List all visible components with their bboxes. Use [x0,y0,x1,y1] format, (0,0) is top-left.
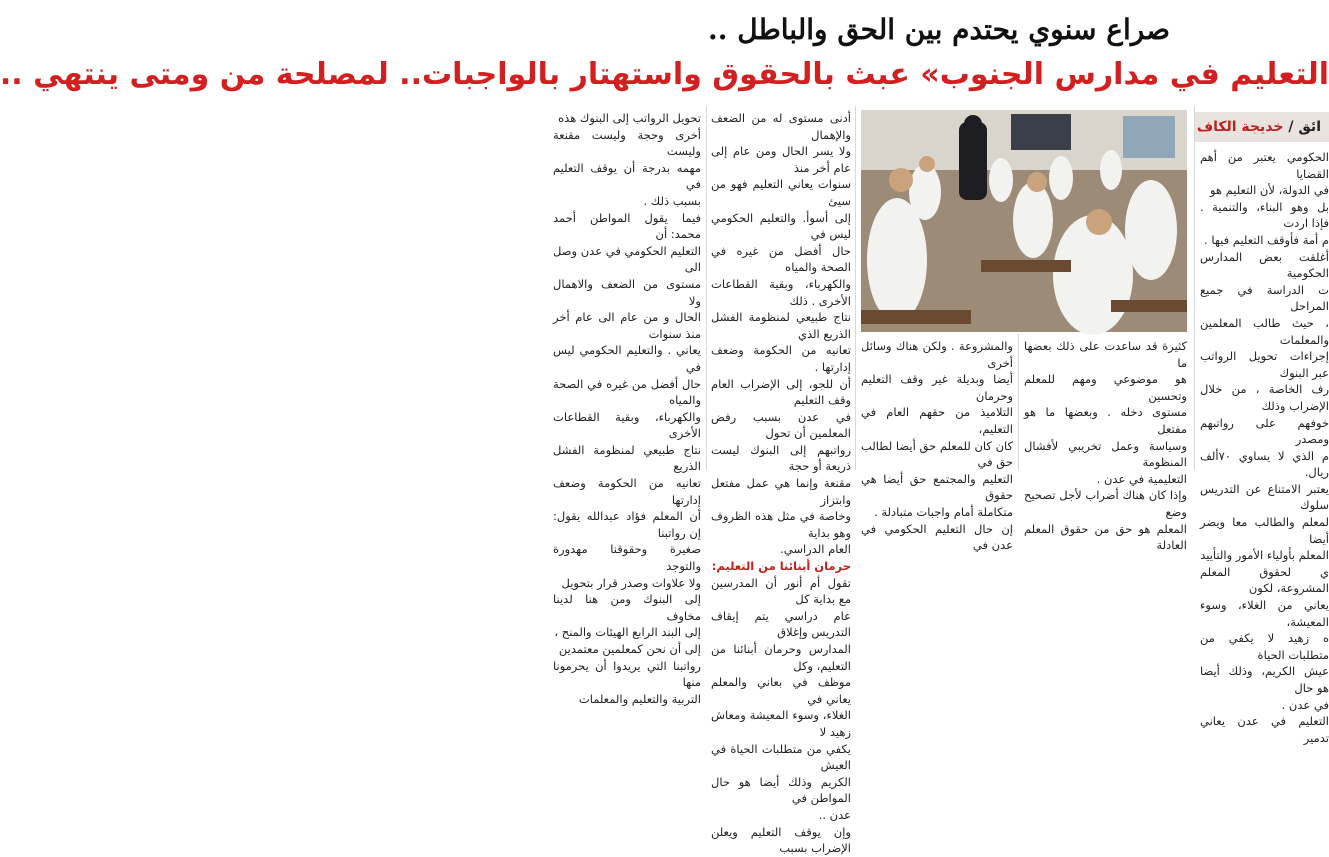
text-line: مهمه بدرجة أن يوقف التعليم في [553,160,701,192]
text-line: يكفي من متطلبات الحياة في العيش [711,741,851,773]
text-line: يعاني من الغلاء، وسوء المعيشة، [1200,598,1329,629]
text-line: الغلاء، وسوء المعيشة ومعاش زهيد لا [711,708,851,739]
text-line: والكهرباء، وبقية القطاعات الأخرى . ذلك [711,276,851,308]
text-line: حال أفضل من غيره في الصحة والمياه [711,243,851,275]
text-line: العام الدراسي. [780,542,851,557]
text-line: التعليم في عدن يعاني تدمير [1200,714,1329,745]
text-line: صغيرة وحقوقنا مهدورة والتوجد [553,542,701,574]
text-line: فيما يقول المواطن أحمد محمد: أن [553,210,701,242]
text-line: خوفهم على رواتبهم ومصدر [1200,415,1329,447]
text-line: تقول أم أنور أن المدرسين مع بداية كل [711,575,851,607]
text-line: رف الخاصة ، من خلال الإضراب وذلك [1200,382,1329,413]
text-line: أن للجو، إلى الإضراب العام وقف التعليم [711,376,851,408]
text-line: أن المعلم فؤاد عبدالله يقول: إن رواتبنا [553,509,701,540]
text-line: وإذا كان هناك أضراب لأجل تصحيح وضع [1024,488,1187,519]
text-line: إلى البنوك ومن هنا لدينا مخاوف [553,592,701,623]
text-line: في عدن . [1281,697,1329,712]
byline-author: خديجة الكاف [1196,119,1284,135]
text-line: مستوى من الضعف والاهمال ولا [553,276,701,308]
text-line: أخرى وحجة وليست مقنعة وليست [553,127,701,159]
text-line: كان كان للمعلم حق أيضا لطالب حق في [861,438,1013,470]
text-line: المعلم بأولياء الأمور والتأييد [1200,548,1329,563]
text-line: في الدولة، لأن التعليم هو [1209,183,1329,198]
text-line: نتاج طبيعي لمنظومة الفشل الذريع الذي [711,310,851,341]
text-line: عام دراسي يتم إيقاف التدريس وإغلاق [711,608,851,640]
text-line: ه زهيد لا يكفي من متطلبات الحياة [1200,631,1329,662]
text-line: التعليم والمجتمع حق أيضا هي حقوق [861,471,1013,503]
text-line: نتاج طبيعي لمنظومة الفشل الذريع [553,442,701,474]
text-line: ولا علاوات وصدر قرار بتحويل [561,575,701,590]
text-line: بل وهو البناء، والتنمية . فإذا اردت [1200,199,1329,231]
text-line: ي لحقوق المعلم المشروعة، لكون [1200,564,1329,596]
text-line: ، حيث طالب المعلمين والمعلمات [1200,315,1329,347]
text-line: لمعلم والطالب معا ويضر أيضا [1200,515,1329,546]
text-line: إلى البند الرابع الهيئات والمنح ، [554,625,701,640]
text-line: المعلم هو حق من حقوق المعلم العادلة [1024,521,1187,553]
article-kicker: صراع سنوي يحتدم بين الحق والباطل .. [708,13,1170,46]
text-line: التعليمية في عدن . [1096,471,1187,486]
column-rule [1018,334,1019,470]
text-line: ت الدراسة في جميع المراحل [1200,282,1329,314]
text-line: في عدن بسبب رفض المعلمين أن تحول [711,409,851,441]
text-line: كثيرة قد ساعدت على ذلك بعضها ما [1024,339,1187,370]
text-line: والمشروعة . ولكن هناك وسائل أخرى [861,339,1013,370]
column-rule [1194,106,1195,470]
text-line: تحويل الرواتب إلى البنوك هذه [558,111,701,125]
text-line: التلاميذ من حقهم العام في التعليم، [861,405,1013,436]
text-line: رواتبهم إلى البنوك ليست ذريعة أو حجة [711,442,851,474]
article-column-3 [861,338,1013,553]
text-line: رواتبنا التي يريدوا أن يحرمونا منها [553,658,701,690]
text-line: عيش الكريم، وذلك أيضا هو حال [1200,664,1329,695]
article-column-2 [1024,338,1187,553]
article-headline: التعليم في مدارس الجنوب» عبث بالحقوق واستهتار بالواجبات.. لمصلحة من ومتى ينتهي .. [0,57,1329,92]
text-line: سنوات يعاني التعليم فهو من سيئ [711,177,851,208]
text-line: ولا يسر الحال ومن عام إلى عام أخر منذ [711,144,851,175]
text-line: مستوى دخله . وبعضها ما هو مفتعل [1024,405,1187,436]
article-photo [861,110,1187,332]
text-line: تعانيه من الحكومة وضعف إدارتها . [711,343,851,374]
byline-prefix: ائق / [1283,119,1321,135]
byline [1195,112,1329,142]
article-column-4 [711,110,851,856]
text-line: بسبب ذلك . [643,193,701,208]
text-line: التربية والتعليم والمعلمات [578,691,701,706]
text-line: وخاصة في مثل هذه الظروف وهو بداية [711,509,851,540]
section-subheading: حرمان أبنائنا من التعليم: [711,559,851,574]
text-line: م أمة فأوقف التعليم فيها . [1204,232,1329,247]
text-line: مقنعة وإنما هي عمل مفتعل وابتزاز [711,476,851,507]
text-line: يعتبر الامتناع عن التدريس سلوك [1200,481,1329,513]
text-line: إلى أن نحن كمعلمين معتمدين [558,642,701,656]
text-line: هو موضوعي ومهم للمعلم وتحسين [1024,372,1187,403]
text-line: تعانيه من الحكومة وضعف إدارتها [553,476,701,507]
article-column-5 [553,110,701,706]
column-1-lines [1200,149,1329,746]
text-line: م الذي لا يساوي ٧٠ألف ريال. [1200,448,1329,480]
text-line: إن حال التعليم الحكومي في عدن في [861,521,1013,553]
article-column-1 [1200,149,1329,745]
text-line: الحال و من عام الى عام أخر منذ سنوات [553,310,701,341]
column-rule [706,106,707,470]
text-line: التعليم الحكومي في عدن وصل الى [553,243,701,275]
text-line: وإن يوقف التعليم ويعلن الإضراب بسبب [711,824,851,856]
classroom-photo [861,110,1187,332]
text-line: أغلقت بعض المدارس الحكومية [1200,249,1329,281]
text-line: وسياسة وعمل تخريبي لأفشال المنظومة [1024,438,1187,470]
text-line: أيضا وبديلة غير وقف التعليم وحرمان [861,372,1013,403]
text-line: موظف في بعاني والمعلم يعاني في [711,675,851,706]
text-line: يعاني . والتعليم الحكومي ليس في [553,343,701,374]
text-line: إجراءات تحويل الرواتب عبر البنوك [1200,349,1329,380]
text-line: عدن .. [818,807,851,822]
text-line: إلى أسوأ. والتعليم الحكومي ليس في [711,210,851,242]
column-rule [855,106,856,470]
text-line: الكريم وذلك أيضا هو حال المواطن في [711,774,851,806]
text-line: أدنى مستوى له من الضعف والإهمال [711,111,851,142]
text-line: متكاملة أمام واجبات متبادلة . [874,504,1013,519]
text-line: الحكومي يعتبر من أهم القضايا [1200,150,1329,181]
text-line: والكهرباء، وبقية القطاعات الأخرى [553,409,701,441]
text-line: حال أفضل من غيره في الصحة والمياه [553,376,701,408]
text-line: المدارس وحرمان أبنائنا من التعليم، وكل [711,642,851,673]
